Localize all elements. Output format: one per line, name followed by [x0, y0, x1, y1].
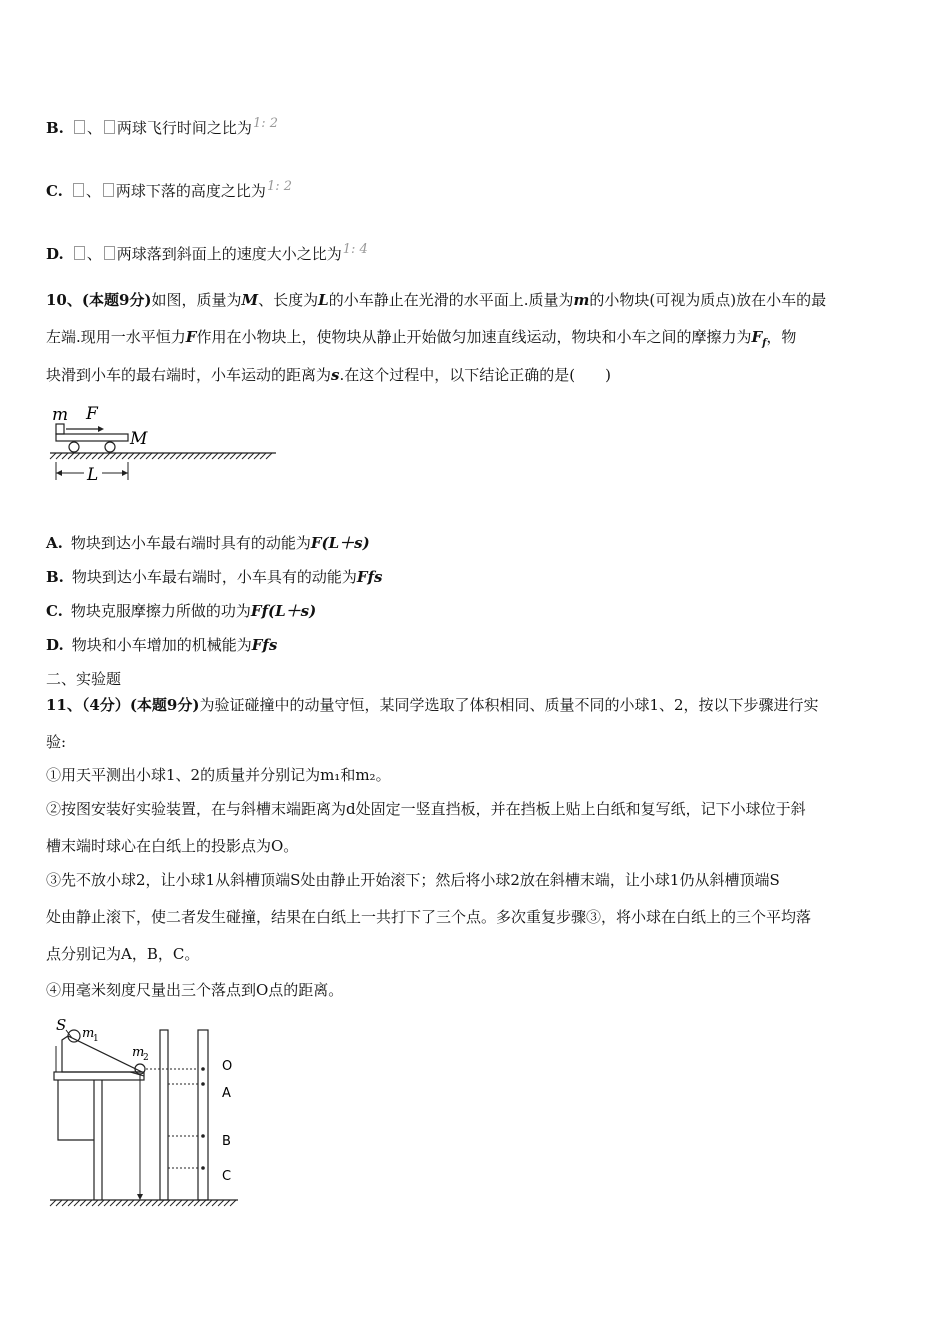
cart-body	[56, 434, 128, 441]
hatch-mark	[176, 453, 182, 459]
hatch-mark	[152, 1200, 158, 1206]
missing-glyph-icon	[103, 183, 114, 197]
hatch-mark	[152, 453, 158, 459]
hatch-mark	[242, 453, 248, 459]
hatch-mark	[182, 1200, 188, 1206]
hatch-mark	[110, 1200, 116, 1206]
hatch-mark	[182, 453, 188, 459]
missing-glyph-icon	[74, 120, 85, 134]
option-key: D.	[46, 245, 64, 263]
option-text: 两球落到斜面上的速度大小之比为	[116, 245, 342, 263]
q11-line-1: 11、（4分）(本题9分)为验证碰撞中的动量守恒，某同学选取了体积相同、质量不同的小球1、2，按以下步骤进行实	[46, 696, 819, 714]
hatch-mark	[86, 453, 92, 459]
q11-step-1: ①用天平测出小球1、2的质量并分别记为m₁和m₂。	[46, 766, 391, 784]
q10-option-c: C. 物块克服摩擦力所做的功为Ff(L＋s)	[46, 602, 317, 620]
option-text: 两球下落的高度之比为	[115, 182, 266, 200]
hatch-mark	[74, 1200, 80, 1206]
hatch-mark	[110, 453, 116, 459]
hatch-mark	[92, 1200, 98, 1206]
hatch-mark	[62, 453, 68, 459]
hatch-mark	[104, 453, 110, 459]
label-L: L	[87, 465, 99, 485]
hatch-mark	[164, 453, 170, 459]
hatch-mark	[194, 453, 200, 459]
hatch-mark	[206, 1200, 212, 1206]
hatch-mark	[224, 1200, 230, 1206]
hatch-mark	[140, 1200, 146, 1206]
hatch-mark	[236, 453, 242, 459]
cart-wheel-left	[69, 442, 79, 452]
q11-step-3a: ③先不放小球2，让小球1从斜槽顶端S处由静止开始滚下；然后将小球2放在斜槽末端，让小球1仍从斜槽顶端S	[46, 871, 780, 889]
hatch-mark	[212, 1200, 218, 1206]
option-d-prev: D. 、 两球落到斜面上的速度大小之比为1: 4	[46, 242, 368, 263]
label-M: M	[130, 429, 148, 449]
hatch-mark	[248, 453, 254, 459]
hatch-mark	[68, 1200, 74, 1206]
hatch-mark	[140, 453, 146, 459]
hatch-mark	[116, 453, 122, 459]
cart-wheel-right	[105, 442, 115, 452]
q10-number: 10、	[46, 291, 82, 309]
svg-text:m: m	[82, 1026, 95, 1041]
hatch-mark	[128, 453, 134, 459]
ratio-value: 1: 2	[266, 179, 292, 194]
hatch-mark	[122, 453, 128, 459]
hatch-mark	[170, 1200, 176, 1206]
hatch-mark	[230, 1200, 236, 1206]
hatch-mark	[56, 453, 62, 459]
ball-1	[68, 1030, 80, 1042]
hatch-mark	[188, 1200, 194, 1206]
q11-number: 11、	[46, 696, 82, 714]
hatch-mark	[74, 453, 80, 459]
hatch-mark	[230, 453, 236, 459]
hatch-mark	[98, 1200, 104, 1206]
label-F: F	[86, 404, 98, 424]
hatch-mark	[122, 1200, 128, 1206]
label-B: B	[222, 1134, 231, 1149]
hatch-mark	[116, 1200, 122, 1206]
block	[56, 424, 64, 434]
option-b-prev: B. 、 两球飞行时间之比为1: 2	[46, 116, 278, 137]
missing-glyph-icon	[104, 120, 115, 134]
hatch-mark	[158, 1200, 164, 1206]
hatch-mark	[176, 1200, 182, 1206]
hatch-mark	[80, 453, 86, 459]
svg-text:m: m	[132, 1045, 145, 1060]
hatch-mark	[56, 1200, 62, 1206]
hatch-mark	[254, 453, 260, 459]
hatch-mark	[68, 453, 74, 459]
q10-option-d: D. 物块和小车增加的机械能为Ffs	[46, 636, 278, 654]
ground-hatch	[50, 453, 272, 459]
hatch-mark	[164, 1200, 170, 1206]
q10-line-2: 左端.现用一水平恒力F作用在小物块上，使物块从静止开始做匀加速直线运动，物块和小车之间的摩擦力为$F_f$，物	[46, 328, 797, 349]
force-arrow-head	[98, 426, 104, 432]
q11-step-4: ④用毫米刻度尺量出三个落点到O点的距离。	[46, 981, 344, 999]
hatch-mark	[146, 453, 152, 459]
missing-glyph-icon	[74, 246, 85, 260]
hatch-mark	[50, 1200, 56, 1206]
table-top	[54, 1072, 144, 1080]
cart-figure	[46, 402, 281, 488]
ratio-value: 1: 2	[252, 116, 278, 131]
svg-text:1: 1	[93, 1034, 99, 1044]
hatch-mark	[266, 453, 272, 459]
hatch-mark	[200, 453, 206, 459]
option-text: 两球飞行时间之比为	[116, 119, 252, 137]
hatch-mark	[212, 453, 218, 459]
ratio-value: 1: 4	[342, 242, 368, 257]
label-O: O	[222, 1059, 233, 1074]
svg-text:2: 2	[143, 1053, 149, 1063]
hatch-mark	[188, 453, 194, 459]
hatch-mark	[98, 453, 104, 459]
option-c-prev: C. 、 两球下落的高度之比为1: 2	[46, 179, 292, 200]
missing-glyph-icon	[104, 246, 115, 260]
dim-arrow-left	[56, 470, 62, 476]
hatch-mark	[80, 1200, 86, 1206]
section-heading: 二、实验题	[46, 670, 122, 688]
apparatus-figure	[46, 1012, 246, 1217]
board-1	[160, 1030, 168, 1200]
hatch-mark	[104, 1200, 110, 1206]
hatch-mark	[218, 453, 224, 459]
hatch-mark	[260, 453, 266, 459]
hatch-mark	[128, 1200, 134, 1206]
board-2	[198, 1030, 208, 1200]
label-A: A	[222, 1086, 231, 1101]
dim-arrow-right	[122, 470, 128, 476]
hatch-mark	[200, 1200, 206, 1206]
q11-step-2b: 槽末端时球心在白纸上的投影点为O。	[46, 837, 299, 855]
q11-step-3c: 点分别记为A，B，C。	[46, 945, 200, 963]
ground-hatch-2	[50, 1200, 236, 1206]
label-S: S	[56, 1016, 67, 1034]
q11-step-2a: ②按图安装好实验装置，在与斜槽末端距离为d处固定一竖直挡板，并在挡板上贴上白纸和复写纸，记下小球位于斜	[46, 800, 806, 818]
q10-option-a: A. 物块到达小车最右端时具有的动能为F(L＋s)	[46, 534, 370, 552]
hatch-mark	[134, 453, 140, 459]
hatch-mark	[158, 453, 164, 459]
hatch-mark	[62, 1200, 68, 1206]
hatch-mark	[224, 453, 230, 459]
hatch-mark	[218, 1200, 224, 1206]
label-C: C	[222, 1169, 232, 1184]
q11-step-3b: 处由静止滚下，使二者发生碰撞，结果在白纸上一共打下了三个点。多次重复步骤③，将小球在白纸上的三个平均落	[46, 908, 812, 926]
q10-line-3: 块滑到小车的最右端时，小车运动的距离为s.在这个过程中，以下结论正确的是( )	[46, 366, 611, 384]
option-key: B.	[46, 119, 64, 137]
hatch-mark	[134, 1200, 140, 1206]
hatch-mark	[86, 1200, 92, 1206]
missing-glyph-icon	[73, 183, 84, 197]
q10-option-b: B. 物块到达小车最右端时，小车具有的动能为Ffs	[46, 568, 383, 586]
hatch-mark	[50, 453, 56, 459]
hatch-mark	[146, 1200, 152, 1206]
hatch-mark	[194, 1200, 200, 1206]
hatch-mark	[206, 453, 212, 459]
hatch-mark	[92, 453, 98, 459]
option-key: C.	[46, 182, 63, 200]
label-m: m	[52, 405, 69, 425]
q10-line-1: 10、(本题9分)如图，质量为M、长度为L的小车静止在光滑的水平面上.质量为m的小物块(可视为质点)放在小车的最	[46, 291, 827, 309]
q11-line-2: 验:	[46, 733, 67, 751]
hatch-mark	[170, 453, 176, 459]
